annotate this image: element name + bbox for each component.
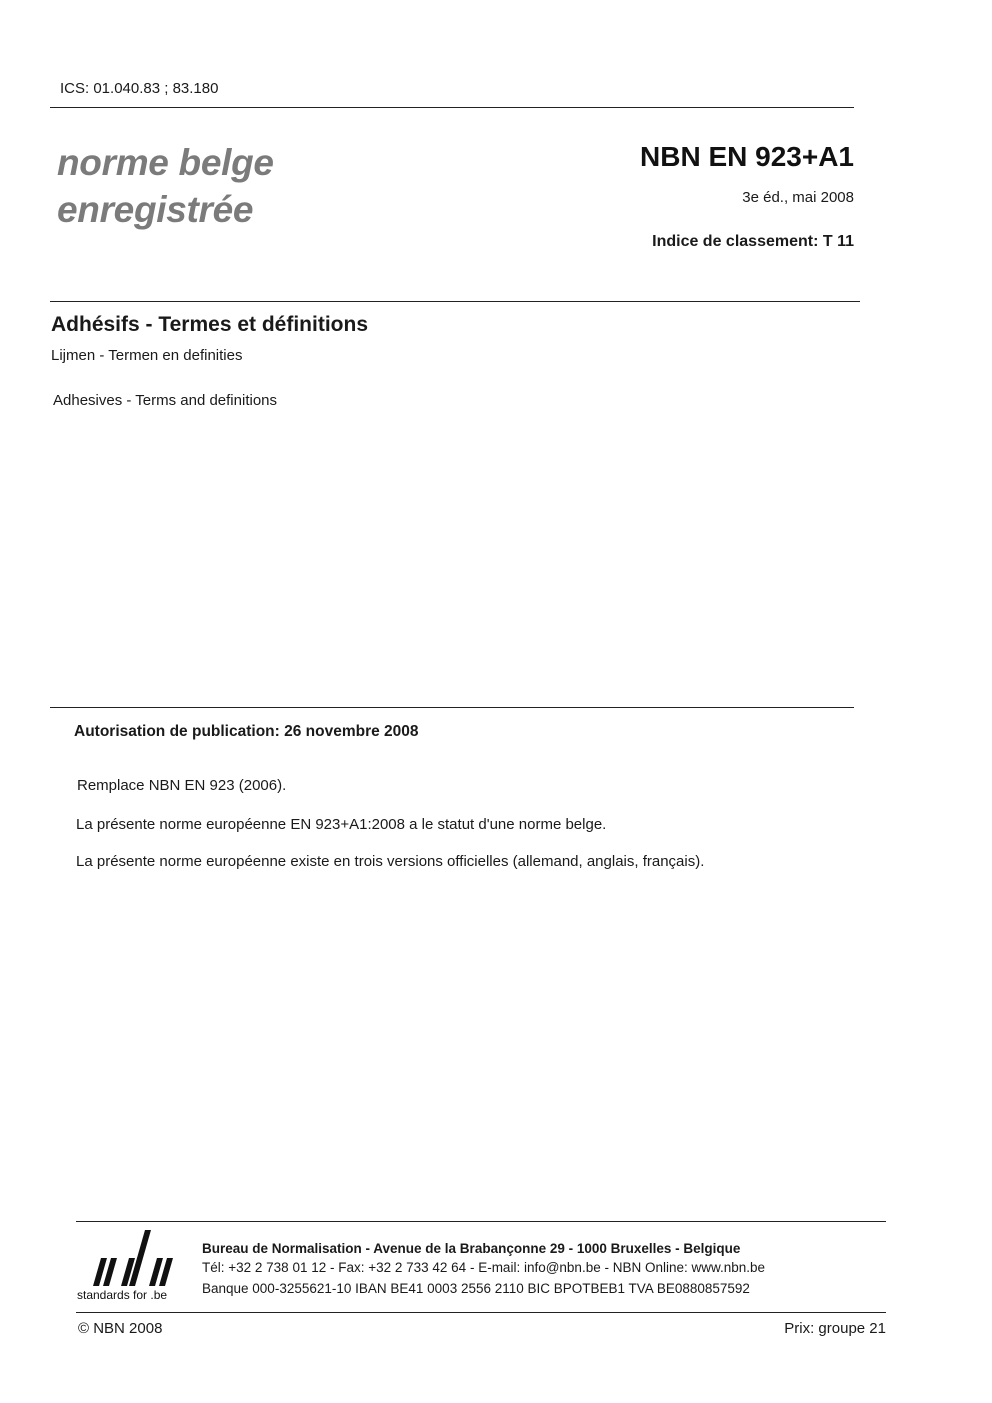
footer-bank-details: Banque 000-3255621-10 IBAN BE41 0003 2556 2110 BIC BPOTBEB1 TVA BE0880857592	[202, 1281, 750, 1296]
ics-code: ICS: 01.040.83 ; 83.180	[60, 80, 219, 97]
publication-divider	[50, 707, 854, 708]
publication-authorisation: Autorisation de publication: 26 novembre 2008	[74, 723, 419, 740]
header-divider	[50, 107, 854, 108]
note-replaces: Remplace NBN EN 923 (2006).	[77, 777, 287, 794]
norm-label-line2: enregistrée	[57, 189, 254, 230]
footer-contact: Tél: +32 2 738 01 12 - Fax: +32 2 733 42 64 - E-mail: info@nbn.be - NBN Online: www.nbn.be	[202, 1260, 766, 1275]
note-status: La présente norme européenne EN 923+A1:2008 a le statut d'une norme belge.	[76, 816, 607, 833]
copyright: © NBN 2008	[78, 1320, 163, 1337]
norm-label-line1: norme belge	[57, 142, 274, 183]
footer-address: Bureau de Normalisation - Avenue de la Brabançonne 29 - 1000 Bruxelles - Belgique	[202, 1241, 741, 1256]
edition-date: 3e éd., mai 2008	[742, 189, 854, 206]
price-group: Prix: groupe 21	[784, 1320, 886, 1337]
title-divider	[50, 301, 860, 302]
logo-tagline: standards for .be	[77, 1288, 168, 1302]
standard-number: NBN EN 923+A1	[640, 141, 854, 172]
title-french: Adhésifs - Termes et définitions	[51, 313, 368, 336]
title-dutch: Lijmen - Termen en definities	[51, 347, 243, 364]
classification-index: Indice de classement: T 11	[652, 233, 854, 250]
title-english: Adhesives - Terms and definitions	[53, 392, 278, 409]
note-versions: La présente norme européenne existe en trois versions officielles (allemand, anglais, français).	[76, 853, 705, 870]
footer-bottom-divider	[76, 1312, 886, 1313]
footer-top-divider	[76, 1221, 886, 1222]
